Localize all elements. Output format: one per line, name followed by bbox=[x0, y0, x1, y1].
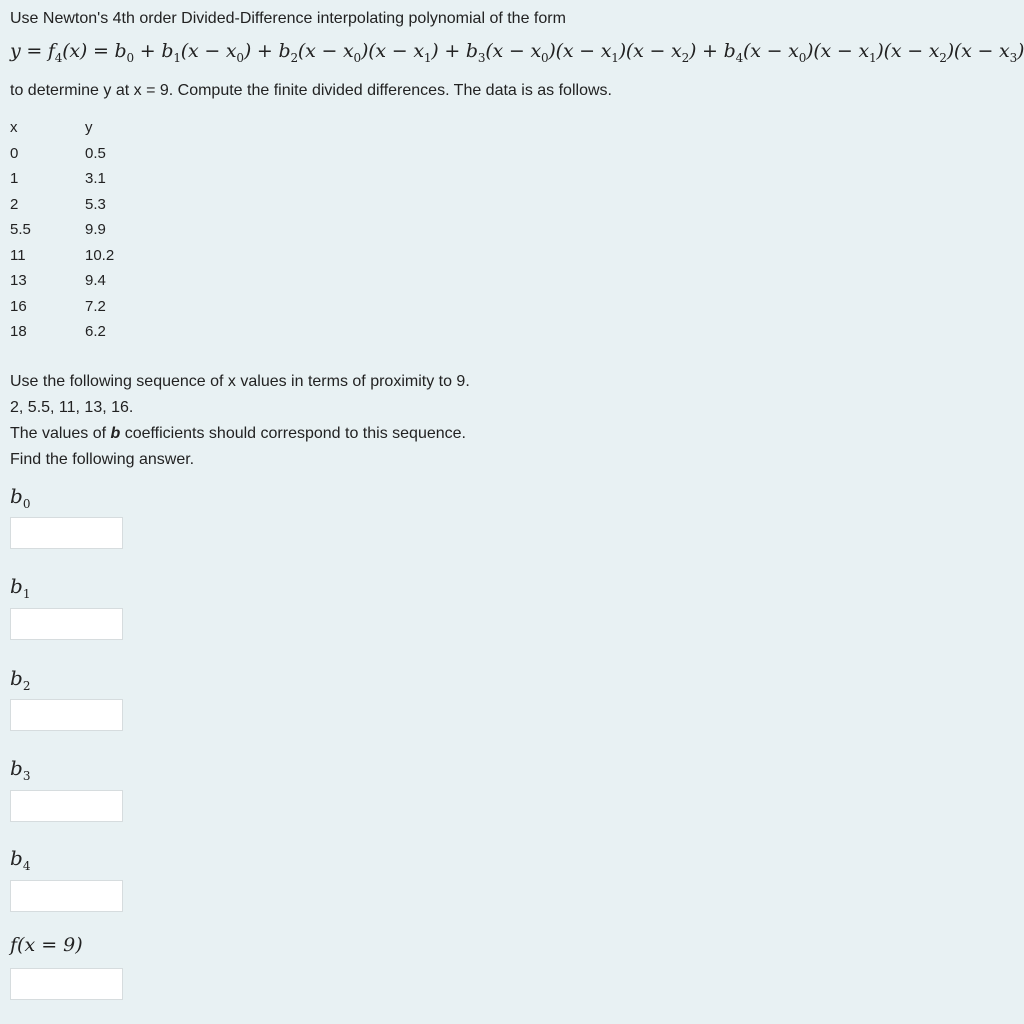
table-row bbox=[10, 166, 145, 192]
table-row bbox=[10, 217, 145, 243]
cell-y: 5.3 bbox=[85, 195, 106, 213]
sequence-text: 2, 5.5, 11, 13, 16. bbox=[10, 399, 134, 416]
table-row bbox=[10, 141, 145, 167]
table-row bbox=[10, 294, 145, 320]
cell-x: 11 bbox=[10, 246, 26, 264]
table-row bbox=[10, 243, 145, 269]
formula: $y = f_4(x) = b_0 + b_1(x - x_0) + b_2(x - x_0)(x - x_1) + b_3(x - x_0)(x - x_1)(x - x_2) + b_4(x - x_0)(x - x_1)(x - x_2)(x - x_3)$ bbox=[10, 40, 1024, 65]
cell-y: 9.4 bbox=[85, 272, 106, 290]
b3-label: $b_3$ bbox=[10, 756, 31, 783]
cell-x: 18 bbox=[10, 323, 27, 341]
b1-label: $b_1$ bbox=[10, 574, 31, 601]
fx-answer-input[interactable] bbox=[10, 968, 123, 1000]
table-row bbox=[10, 192, 145, 218]
cell-x: 16 bbox=[10, 297, 27, 315]
coefficient-note: The values of b coefficients should correspond to this sequence. bbox=[10, 425, 466, 442]
cell-y: 10.2 bbox=[85, 246, 115, 264]
b4-answer-input[interactable] bbox=[10, 880, 123, 912]
cell-y: 9.9 bbox=[85, 221, 106, 239]
cell-y: 6.2 bbox=[85, 323, 106, 341]
cell-y: 3.1 bbox=[85, 170, 106, 188]
cell-x: 13 bbox=[10, 272, 27, 290]
fx-label: f(x = 9) bbox=[10, 934, 83, 956]
table-row bbox=[10, 319, 145, 345]
b3-answer-input[interactable] bbox=[10, 790, 123, 822]
cell-x: 5.5 bbox=[10, 221, 31, 239]
table-header-row bbox=[10, 115, 145, 141]
cell-y: 7.2 bbox=[85, 297, 106, 315]
cell-y: 0.5 bbox=[85, 144, 106, 162]
cell-x: 1 bbox=[10, 170, 19, 188]
sequence-intro-text: Use the following sequence of x values in terms of proximity to 9. bbox=[10, 373, 470, 390]
b2-answer-input[interactable] bbox=[10, 699, 123, 731]
find-text: Find the following answer. bbox=[10, 451, 195, 468]
header-x: x bbox=[10, 119, 18, 137]
header-y: y bbox=[85, 119, 93, 137]
b2-label: $b_2$ bbox=[10, 666, 31, 693]
b4-label: $b_4$ bbox=[10, 846, 31, 873]
cell-x: 2 bbox=[10, 195, 19, 213]
table-row bbox=[10, 268, 145, 294]
instruction-text: to determine y at x = 9. Compute the finite divided differences. The data is as follows. bbox=[10, 82, 612, 99]
data-table bbox=[10, 115, 145, 345]
b1-answer-input[interactable] bbox=[10, 608, 123, 640]
intro-text: Use Newton's 4th order Divided-Difference interpolating polynomial of the form bbox=[10, 10, 566, 27]
cell-x: 0 bbox=[10, 144, 19, 162]
b0-answer-input[interactable] bbox=[10, 517, 123, 549]
b0-label: $b_0$ bbox=[10, 484, 31, 511]
